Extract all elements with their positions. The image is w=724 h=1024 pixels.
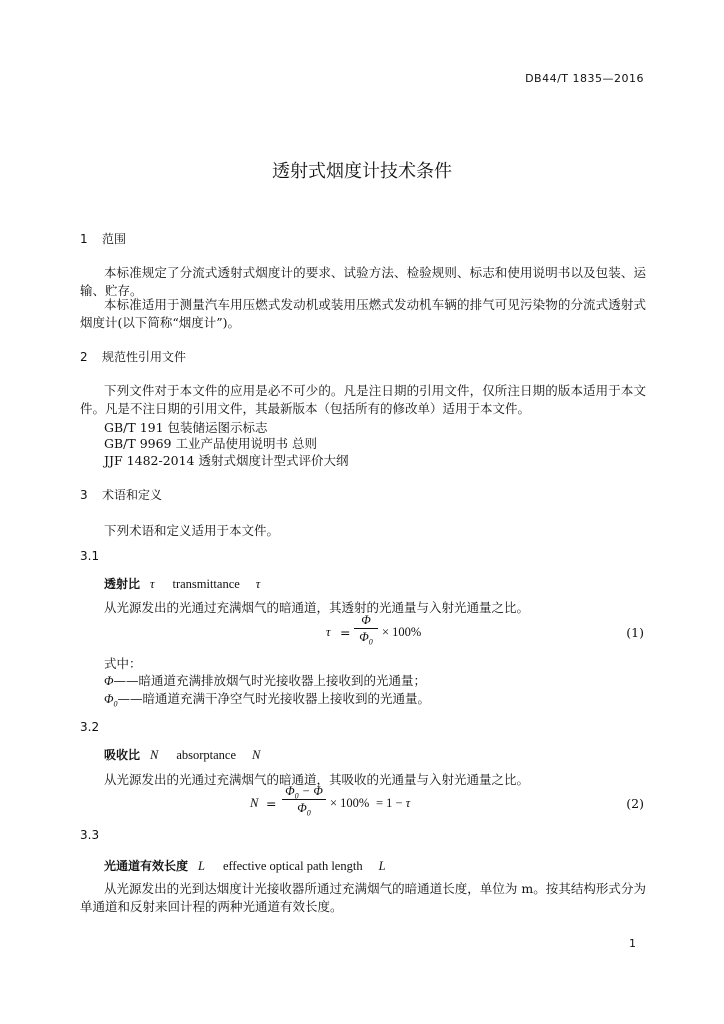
clause-3-1-number: 3.1 bbox=[80, 549, 100, 563]
section-number: 1 bbox=[80, 232, 88, 246]
term-symbol: L bbox=[198, 859, 205, 873]
eq-tail: × 100% bbox=[382, 625, 422, 639]
variable-symbol: Φ bbox=[104, 674, 114, 688]
variable-symbol: $\Phi_0$ bbox=[104, 692, 118, 709]
clause-3-2-number: 3.2 bbox=[80, 720, 100, 734]
page-number: 1 bbox=[629, 937, 636, 950]
eq-equals: = bbox=[340, 625, 351, 640]
term-symbol: L bbox=[378, 859, 386, 873]
term-optical-path-length bbox=[104, 857, 386, 874]
eq-equals: = bbox=[266, 796, 277, 811]
term-definition: 从光源发出的光通过充满烟气的暗通道，其吸收的光通量与入射光通量之比。 bbox=[104, 772, 530, 787]
section-number: 3 bbox=[80, 488, 88, 502]
document-title: 透射式烟度计技术条件 bbox=[272, 161, 452, 182]
term-zh: 吸收比 bbox=[104, 748, 141, 762]
term-symbol: τ bbox=[255, 577, 261, 591]
eq-tail-2: = 1 − τ bbox=[376, 796, 411, 810]
eq-numerator: Φ bbox=[361, 613, 371, 627]
eq-numerator: $\Phi_0 - \Phi$ bbox=[285, 784, 323, 801]
term-en: absorptance bbox=[176, 748, 237, 762]
where-item-1 bbox=[104, 671, 426, 689]
term-symbol: τ bbox=[150, 577, 155, 591]
term-en: effective optical path length bbox=[222, 859, 363, 873]
section-1-heading bbox=[80, 230, 126, 247]
term-transmittance bbox=[104, 575, 260, 592]
clause-3-3-number: 3.3 bbox=[80, 828, 100, 842]
section-3-heading bbox=[80, 486, 162, 503]
term-en: transmittance bbox=[172, 577, 240, 591]
term-zh: 透射比 bbox=[104, 577, 141, 591]
references-intro: 下列文件对于本文件的应用是必不可少的。凡是注日期的引用文件，仅所注日期的版本适用于本文件。凡是不注日期的引用文件，其最新版本（包括所有的修改单）适用于本文件。 bbox=[80, 383, 646, 416]
eq-lhs: τ bbox=[326, 625, 331, 639]
term-absorptance bbox=[104, 746, 260, 763]
scope-paragraph-1: 本标准规定了分流式透射式烟度计的要求、试验方法、检验规则、标志和使用说明书以及包装、运输、贮存。 bbox=[80, 265, 646, 298]
terms-intro: 下列术语和定义适用于本文件。 bbox=[104, 523, 280, 538]
eq-lhs: N bbox=[250, 796, 259, 810]
term-symbol: N bbox=[252, 748, 261, 762]
section-title: 规范性引用文件 bbox=[102, 350, 187, 364]
term-definition: 从光源发出的光通过充满烟气的暗通道，其透射的光通量与入射光通量之比。 bbox=[104, 600, 530, 615]
eq-denominator: $\Phi_0$ bbox=[282, 799, 326, 816]
section-2-heading bbox=[80, 348, 186, 365]
eq-fraction bbox=[354, 613, 378, 645]
term-zh: 光通道有效长度 bbox=[104, 859, 189, 873]
term-definition: 从光源发出的光到达烟度计光接收器所通过充满烟气的暗通道长度，单位为 m。按其结构形式分为单通道和反射来回计程的两种光通道有效长度。 bbox=[80, 881, 646, 914]
eq-denominator: $\Phi_0$ bbox=[354, 628, 378, 645]
document-code: DB44/T 1835—2016 bbox=[525, 72, 644, 85]
eq-tail: × 100% bbox=[330, 796, 370, 810]
reference-item: JJF 1482-2014 透射式烟度计型式评价大纲 bbox=[104, 453, 349, 468]
where-label: 式中： bbox=[104, 656, 142, 671]
section-number: 2 bbox=[80, 350, 88, 364]
where-item-2 bbox=[104, 689, 430, 709]
equation-number: (2) bbox=[626, 796, 644, 811]
variable-description: ——暗通道充满排放烟气时光接收器上接收到的光通量； bbox=[113, 673, 427, 688]
section-title: 范围 bbox=[102, 232, 127, 246]
reference-item: GB/T 9969 工业产品使用说明书 总则 bbox=[104, 436, 317, 451]
equation-number: (1) bbox=[626, 625, 644, 640]
term-symbol: N bbox=[150, 748, 159, 762]
eq-fraction bbox=[282, 784, 326, 816]
reference-item: GB/T 191 包装储运图示标志 bbox=[104, 420, 268, 435]
variable-description: ——暗通道充满干净空气时光接收器上接收到的光通量。 bbox=[117, 691, 431, 706]
section-title: 术语和定义 bbox=[102, 488, 163, 502]
scope-paragraph-2: 本标准适用于测量汽车用压燃式发动机或装用压燃式发动机车辆的排气可见污染物的分流式透射式烟度计(以下简称“烟度计”)。 bbox=[80, 297, 646, 330]
